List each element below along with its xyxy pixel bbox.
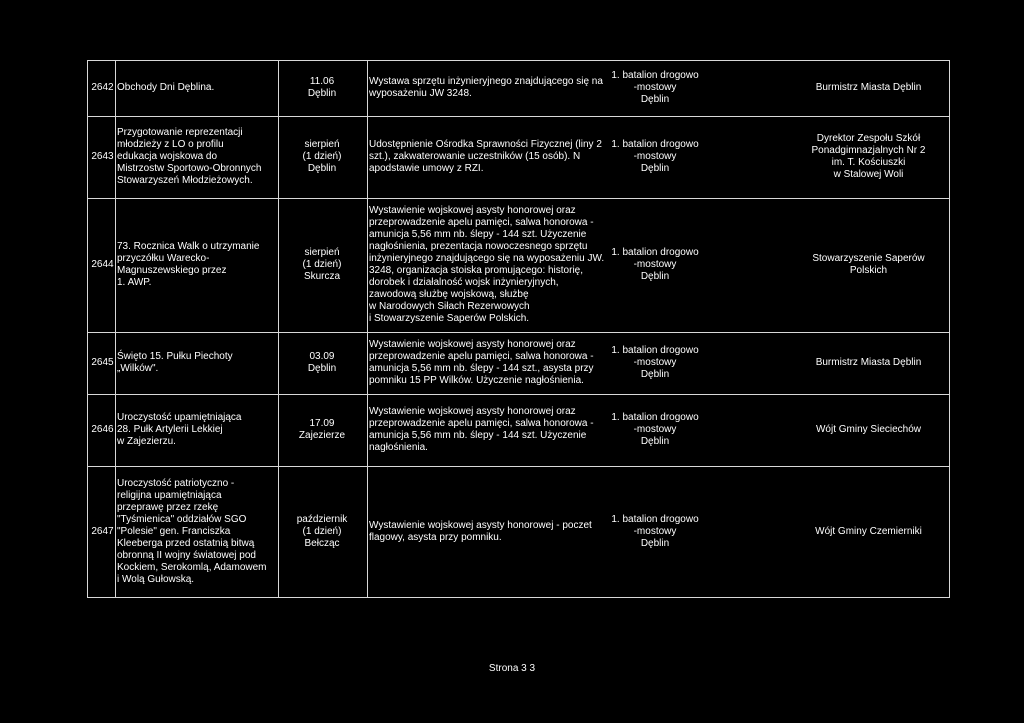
event-name-cell — [117, 116, 277, 198]
executor-cell — [605, 466, 705, 597]
event-name-cell — [117, 332, 277, 394]
event-date-place: październik (1 dzień) Bełcząc — [296, 513, 348, 549]
support-description-cell — [369, 116, 619, 198]
event-name: Obchody Dni Dęblina. — [117, 82, 215, 93]
organizer: Burmistrz Miasta Dęblin — [815, 82, 922, 93]
column-divider — [87, 60, 88, 598]
events-table — [87, 60, 950, 598]
page-footer — [0, 663, 1024, 675]
organizer-cell — [787, 60, 950, 116]
executor-unit: 1. batalion drogowo -mostowy Dęblin — [611, 247, 699, 282]
event-name: Uroczystość upamiętniająca 28. Pułk Artylerii Lekkiej w Zajezierzu. — [117, 412, 242, 447]
row-number-cell — [89, 466, 116, 597]
organizer-cell — [787, 116, 950, 198]
support-description: Wystawienie wojskowej asysty honorowej oraz przeprowadzenie apelu pamięci, salwa honorowa - amunicja 5,56 mm nb. ślepy - 144 szt., asysta przy pomniku 15 PP Wilków. Użyczenie nagłośnienia. — [369, 339, 594, 386]
row-number: 2647 — [91, 525, 114, 537]
row-number: 2646 — [91, 424, 114, 435]
row-number-cell — [89, 60, 116, 116]
event-name: Uroczystość patriotyczno - religijna upamiętniająca przeprawę przez rzekę "Tyśmienica" oddziałów SGO "Polesie" gen. Franciszka Kleeberga przed ostatnią bitwą obronną II wojny światowej pod Kockiem, Serokomlą, Adamowem i Wolą Gułowską. — [117, 477, 267, 585]
row-number-cell — [89, 332, 116, 394]
row-number-cell — [89, 198, 116, 332]
event-date-cell — [282, 466, 362, 597]
page-number: Strona 3 3 — [488, 663, 536, 674]
column-divider — [278, 60, 279, 598]
row-number: 2643 — [91, 151, 114, 162]
support-description: Udostępnienie Ośrodka Sprawności Fizycznej (liny 2 szt.), zakwaterowanie uczestników (15 osób). N apodstawie umowy z RZI. — [369, 139, 602, 174]
event-date-cell — [282, 116, 362, 198]
event-name-cell — [117, 394, 277, 466]
executor-cell — [605, 60, 705, 116]
event-date-place: 11.06 Dęblin — [307, 76, 337, 99]
organizer: Wójt Gminy Sieciechów — [815, 424, 922, 435]
executor-unit: 1. batalion drogowo -mostowy Dęblin — [611, 345, 699, 380]
support-description: Wystawienie wojskowej asysty honorowej oraz przeprowadzenie apelu pamięci, salwa honorowa - amunicja 5,56 mm nb. ślepy - 144 szt. Użyczenie nagłośnienia, prezentacja nowoczesnego sprzętu inżynieryjnego znajdującego się na wyposażeniu JW. 3248, organizacja stoiska promującego: historię, dorobek i działalność wojsk inżynieryjnych, zawodową służbę wojskową, służbę w Narodowych Siłach Rezerwowych i Stowarzyszenie Saperów Polskich. — [369, 205, 605, 324]
event-date-cell — [282, 332, 362, 394]
event-name-cell — [117, 60, 277, 116]
row-number: 2644 — [91, 259, 114, 270]
executor-cell — [605, 332, 705, 394]
executor-cell — [605, 394, 705, 466]
event-date-place: sierpień (1 dzień) Skurcza — [302, 247, 342, 282]
support-description-cell — [369, 394, 619, 466]
row-number: 2645 — [91, 357, 114, 368]
event-date-place: 03.09 Dęblin — [307, 351, 337, 374]
organizer: Stowarzyszenie Saperów Polskich — [812, 253, 925, 276]
row-divider — [87, 597, 950, 598]
executor-unit: 1. batalion drogowo -mostowy Dęblin — [611, 139, 699, 174]
support-description-cell — [369, 466, 619, 597]
executor-cell — [605, 198, 705, 332]
organizer: Dyrektor Zespołu Szkół Ponadgimnazjalnych Nr 2 im. T. Kościuszki w Stalowej Woli — [811, 133, 926, 180]
row-number: 2642 — [91, 82, 114, 93]
event-date-place: 17.09 Zajezierze — [298, 418, 346, 441]
event-name-cell — [117, 198, 277, 332]
event-name: 73. Rocznica Walk o utrzymanie przyczółku Warecko- Magnuszewskiego przez 1. AWP. — [117, 241, 260, 288]
organizer: Burmistrz Miasta Dęblin — [815, 357, 922, 368]
organizer-cell — [787, 332, 950, 394]
organizer: Wójt Gminy Czemierniki — [815, 525, 922, 537]
organizer-cell — [787, 394, 950, 466]
event-name-cell — [117, 466, 277, 597]
row-number-cell — [89, 116, 116, 198]
event-date-cell — [282, 394, 362, 466]
event-date-cell — [282, 198, 362, 332]
event-name: Święto 15. Pułku Piechoty „Wilków". — [117, 351, 233, 374]
event-date-place: sierpień (1 dzień) Dęblin — [302, 139, 342, 174]
support-description-cell — [369, 332, 619, 394]
executor-unit: 1. batalion drogowo -mostowy Dęblin — [611, 412, 699, 447]
organizer-cell — [787, 466, 950, 597]
executor-cell — [605, 116, 705, 198]
executor-unit: 1. batalion drogowo -mostowy Dęblin — [611, 70, 699, 105]
row-number-cell — [89, 394, 116, 466]
event-date-cell — [282, 60, 362, 116]
executor-unit: 1. batalion drogowo -mostowy Dęblin — [611, 513, 699, 549]
support-description: Wystawa sprzętu inżynieryjnego znajdującego się na wyposażeniu JW 3248. — [369, 76, 603, 99]
organizer-cell — [787, 198, 950, 332]
support-description: Wystawienie wojskowej asysty honorowej - poczet flagowy, asysta przy pomniku. — [369, 519, 592, 543]
event-name: Przygotowanie reprezentacji młodzieży z LO o profilu edukacja wojskowa do Mistrzostw Sportowo-Obronnych Stowarzyszeń Młodzieżowych. — [117, 127, 262, 186]
support-description-cell — [369, 198, 619, 332]
support-description: Wystawienie wojskowej asysty honorowej oraz przeprowadzenie apelu pamięci, salwa honorowa - amunicja 5,56 mm nb. ślepy - 144 szt. Użyczenie nagłośnienia. — [369, 406, 594, 453]
support-description-cell — [369, 60, 619, 116]
column-divider — [367, 60, 368, 598]
